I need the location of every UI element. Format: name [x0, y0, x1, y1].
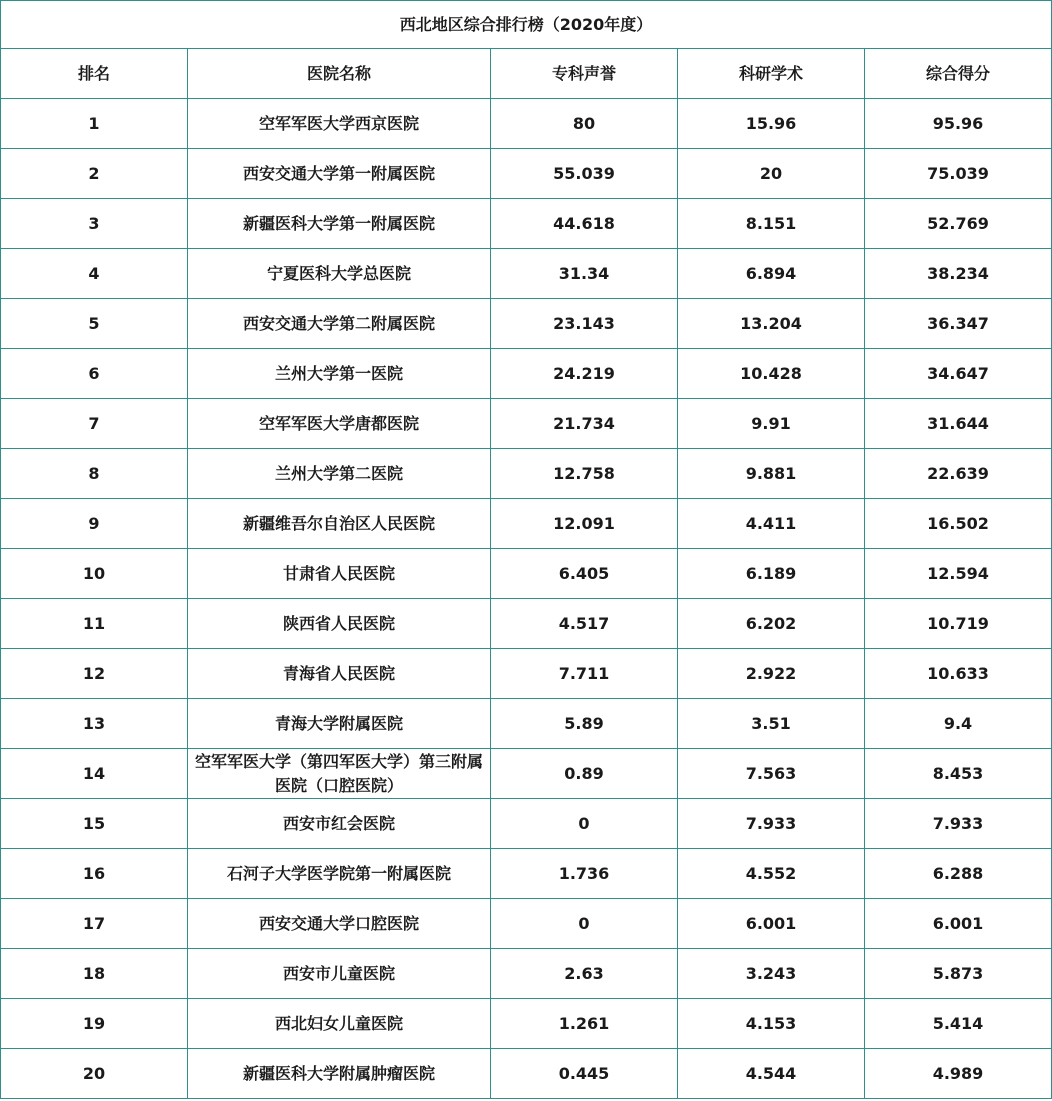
research-cell: 8.151 [678, 199, 865, 249]
rank-cell: 9 [1, 499, 188, 549]
specialty-reputation-cell: 6.405 [491, 549, 678, 599]
research-cell: 6.202 [678, 599, 865, 649]
rank-cell: 17 [1, 899, 188, 949]
research-cell: 7.563 [678, 749, 865, 799]
hospital-name-cell: 青海大学附属医院 [188, 699, 491, 749]
research-cell: 13.204 [678, 299, 865, 349]
specialty-reputation-cell: 0.89 [491, 749, 678, 799]
table-header-row [1, 49, 1052, 99]
rank-cell: 6 [1, 349, 188, 399]
rank-cell: 7 [1, 399, 188, 449]
total-score-cell: 10.633 [865, 649, 1052, 699]
hospital-name-cell: 新疆维吾尔自治区人民医院 [188, 499, 491, 549]
rank-cell: 8 [1, 449, 188, 499]
header-specialty-reputation: 专科声誉 [491, 49, 678, 99]
table-row [1, 549, 1052, 599]
rank-cell: 10 [1, 549, 188, 599]
table-row [1, 599, 1052, 649]
specialty-reputation-cell: 21.734 [491, 399, 678, 449]
table-row [1, 149, 1052, 199]
hospital-name-cell: 西安市儿童医院 [188, 949, 491, 999]
rank-cell: 5 [1, 299, 188, 349]
specialty-reputation-cell: 44.618 [491, 199, 678, 249]
hospital-name-cell: 西安市红会医院 [188, 799, 491, 849]
total-score-cell: 36.347 [865, 299, 1052, 349]
rank-cell: 20 [1, 1049, 188, 1099]
table-row [1, 799, 1052, 849]
table-row [1, 349, 1052, 399]
total-score-cell: 5.414 [865, 999, 1052, 1049]
hospital-name-cell: 石河子大学医学院第一附属医院 [188, 849, 491, 899]
table-row [1, 399, 1052, 449]
rank-cell: 3 [1, 199, 188, 249]
hospital-name-cell: 西北妇女儿童医院 [188, 999, 491, 1049]
hospital-name-cell: 兰州大学第一医院 [188, 349, 491, 399]
table-row [1, 199, 1052, 249]
table-row [1, 999, 1052, 1049]
hospital-name-cell: 空军军医大学（第四军医大学）第三附属医院（口腔医院） [188, 749, 491, 799]
table-row [1, 699, 1052, 749]
rank-cell: 1 [1, 99, 188, 149]
total-score-cell: 6.001 [865, 899, 1052, 949]
hospital-name-cell: 甘肃省人民医院 [188, 549, 491, 599]
research-cell: 4.153 [678, 999, 865, 1049]
table-title: 西北地区综合排行榜（2020年度） [1, 1, 1052, 49]
research-cell: 2.922 [678, 649, 865, 699]
total-score-cell: 5.873 [865, 949, 1052, 999]
research-cell: 4.544 [678, 1049, 865, 1099]
specialty-reputation-cell: 31.34 [491, 249, 678, 299]
specialty-reputation-cell: 55.039 [491, 149, 678, 199]
rank-cell: 4 [1, 249, 188, 299]
total-score-cell: 16.502 [865, 499, 1052, 549]
hospital-name-cell: 兰州大学第二医院 [188, 449, 491, 499]
specialty-reputation-cell: 80 [491, 99, 678, 149]
hospital-name-cell: 青海省人民医院 [188, 649, 491, 699]
table-row [1, 499, 1052, 549]
total-score-cell: 4.989 [865, 1049, 1052, 1099]
table-row [1, 849, 1052, 899]
table-row [1, 649, 1052, 699]
table-row [1, 949, 1052, 999]
specialty-reputation-cell: 12.758 [491, 449, 678, 499]
specialty-reputation-cell: 12.091 [491, 499, 678, 549]
specialty-reputation-cell: 24.219 [491, 349, 678, 399]
total-score-cell: 9.4 [865, 699, 1052, 749]
table-body [1, 99, 1052, 1099]
total-score-cell: 52.769 [865, 199, 1052, 249]
specialty-reputation-cell: 4.517 [491, 599, 678, 649]
total-score-cell: 8.453 [865, 749, 1052, 799]
table-row [1, 449, 1052, 499]
total-score-cell: 22.639 [865, 449, 1052, 499]
specialty-reputation-cell: 5.89 [491, 699, 678, 749]
rank-cell: 11 [1, 599, 188, 649]
header-total-score: 综合得分 [865, 49, 1052, 99]
rank-cell: 2 [1, 149, 188, 199]
hospital-name-cell: 宁夏医科大学总医院 [188, 249, 491, 299]
specialty-reputation-cell: 0 [491, 899, 678, 949]
hospital-name-cell: 西安交通大学口腔医院 [188, 899, 491, 949]
table-row [1, 99, 1052, 149]
research-cell: 6.189 [678, 549, 865, 599]
specialty-reputation-cell: 0 [491, 799, 678, 849]
research-cell: 9.91 [678, 399, 865, 449]
total-score-cell: 34.647 [865, 349, 1052, 399]
hospital-name-cell: 空军军医大学西京医院 [188, 99, 491, 149]
research-cell: 20 [678, 149, 865, 199]
specialty-reputation-cell: 1.261 [491, 999, 678, 1049]
rank-cell: 12 [1, 649, 188, 699]
research-cell: 7.933 [678, 799, 865, 849]
research-cell: 6.894 [678, 249, 865, 299]
total-score-cell: 10.719 [865, 599, 1052, 649]
header-rank: 排名 [1, 49, 188, 99]
hospital-name-cell: 西安交通大学第一附属医院 [188, 149, 491, 199]
total-score-cell: 12.594 [865, 549, 1052, 599]
table-row [1, 749, 1052, 799]
rank-cell: 14 [1, 749, 188, 799]
specialty-reputation-cell: 7.711 [491, 649, 678, 699]
specialty-reputation-cell: 0.445 [491, 1049, 678, 1099]
hospital-name-cell: 空军军医大学唐都医院 [188, 399, 491, 449]
research-cell: 4.411 [678, 499, 865, 549]
table-row [1, 299, 1052, 349]
hospital-name-cell: 陕西省人民医院 [188, 599, 491, 649]
hospital-name-cell: 新疆医科大学附属肿瘤医院 [188, 1049, 491, 1099]
total-score-cell: 75.039 [865, 149, 1052, 199]
research-cell: 4.552 [678, 849, 865, 899]
research-cell: 10.428 [678, 349, 865, 399]
research-cell: 9.881 [678, 449, 865, 499]
specialty-reputation-cell: 23.143 [491, 299, 678, 349]
table-row [1, 1049, 1052, 1099]
total-score-cell: 95.96 [865, 99, 1052, 149]
total-score-cell: 31.644 [865, 399, 1052, 449]
rank-cell: 15 [1, 799, 188, 849]
rank-cell: 16 [1, 849, 188, 899]
rank-cell: 18 [1, 949, 188, 999]
specialty-reputation-cell: 1.736 [491, 849, 678, 899]
total-score-cell: 7.933 [865, 799, 1052, 849]
header-research: 科研学术 [678, 49, 865, 99]
research-cell: 3.243 [678, 949, 865, 999]
total-score-cell: 6.288 [865, 849, 1052, 899]
table-row [1, 899, 1052, 949]
table-title-row [1, 1, 1052, 49]
header-hospital-name: 医院名称 [188, 49, 491, 99]
hospital-name-cell: 新疆医科大学第一附属医院 [188, 199, 491, 249]
table-row [1, 249, 1052, 299]
research-cell: 15.96 [678, 99, 865, 149]
research-cell: 6.001 [678, 899, 865, 949]
total-score-cell: 38.234 [865, 249, 1052, 299]
research-cell: 3.51 [678, 699, 865, 749]
specialty-reputation-cell: 2.63 [491, 949, 678, 999]
hospital-name-cell: 西安交通大学第二附属医院 [188, 299, 491, 349]
rank-cell: 13 [1, 699, 188, 749]
rank-cell: 19 [1, 999, 188, 1049]
